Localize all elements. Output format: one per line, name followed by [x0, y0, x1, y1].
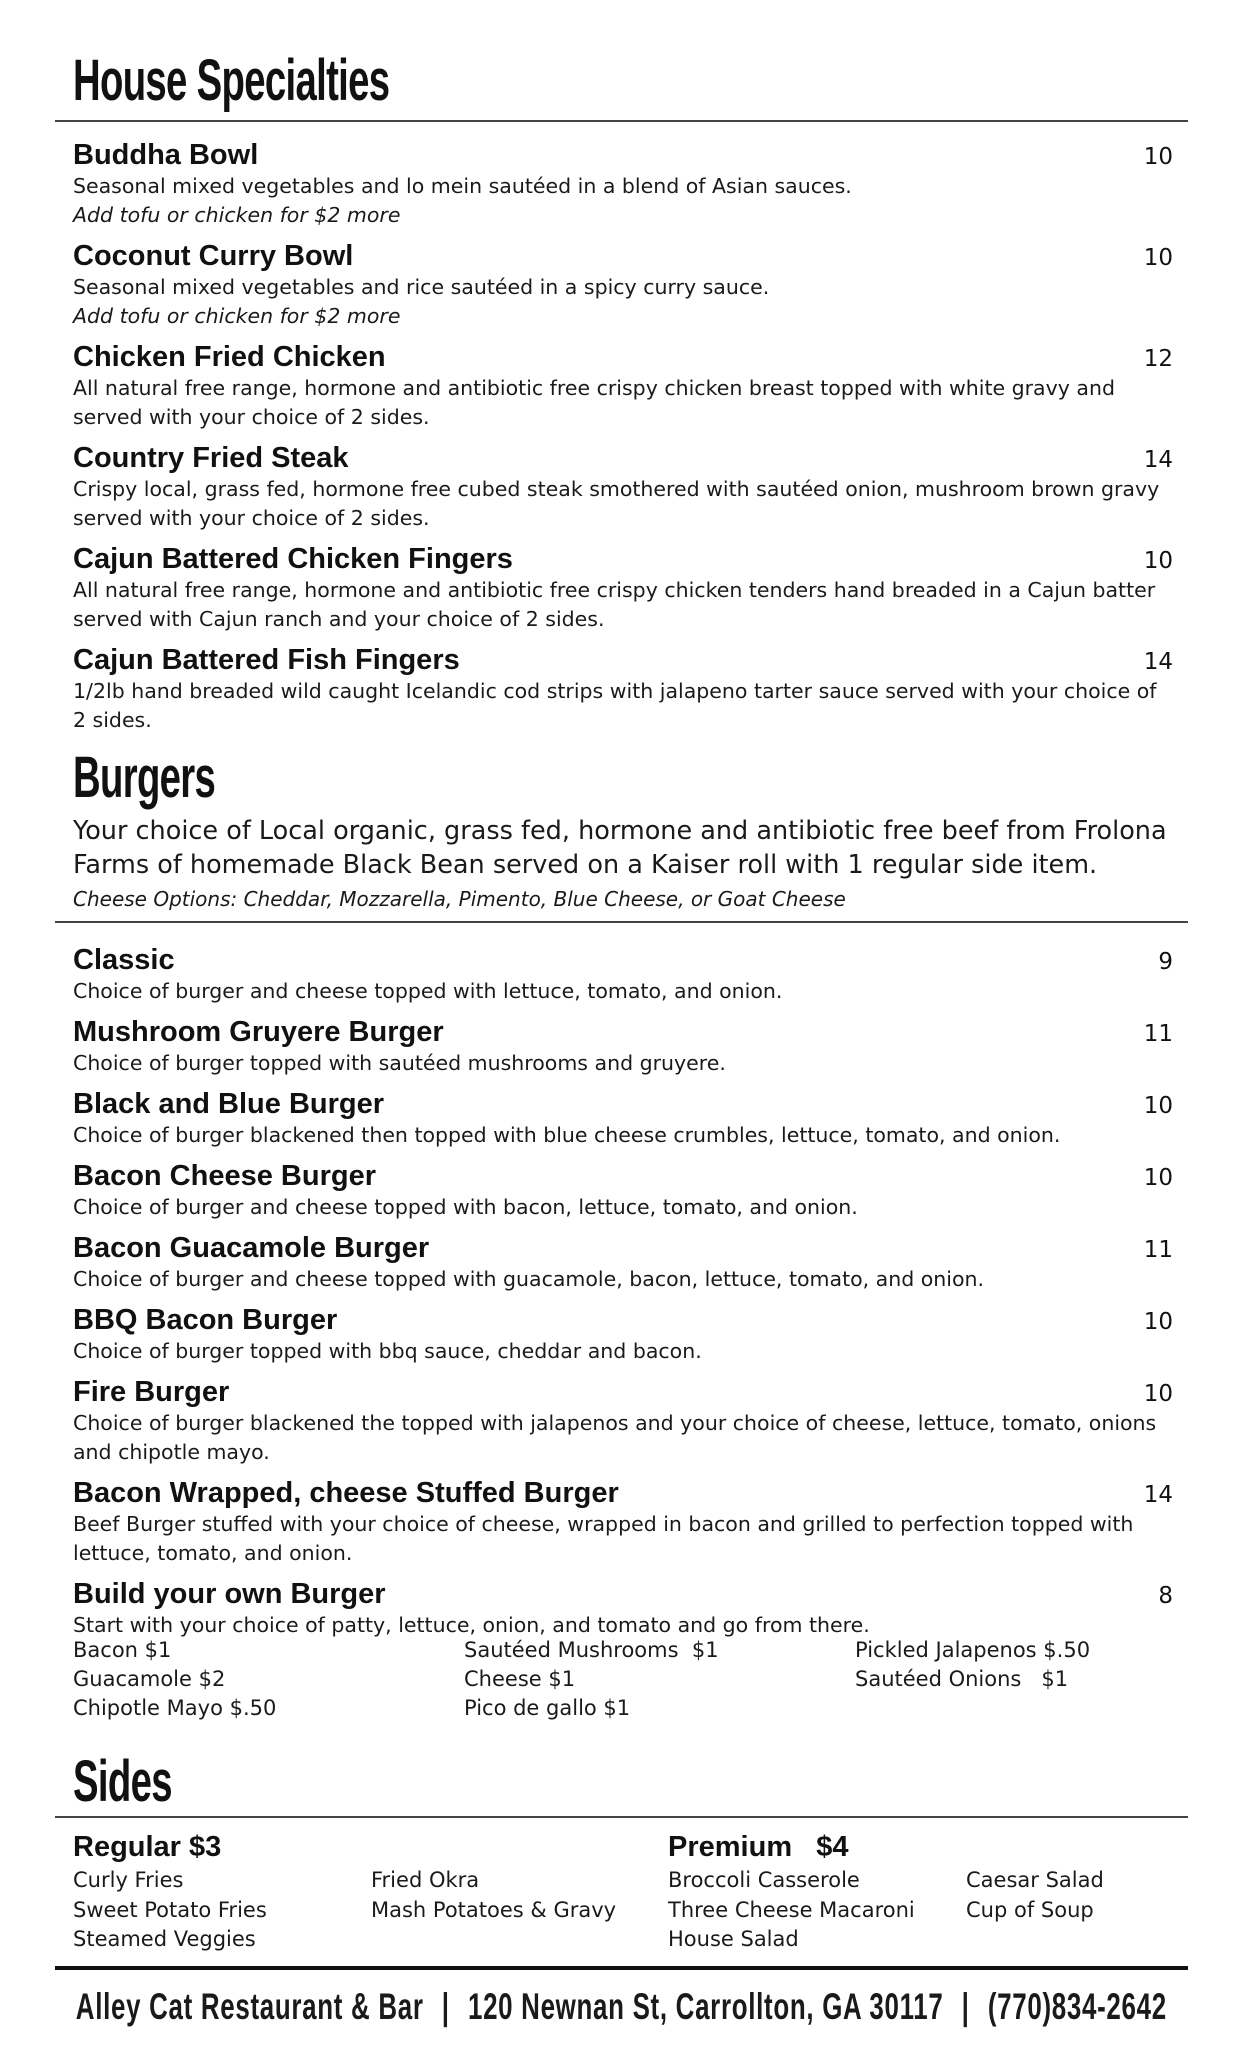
item-note: Add tofu or chicken for $2 more: [73, 203, 401, 227]
item-price: 14: [1143, 649, 1173, 675]
addon-item: Sautéed Onions $1: [855, 1667, 1069, 1691]
item-name: Build your own Burger: [73, 1578, 386, 1610]
footer-separator: |: [961, 1986, 970, 2027]
footer: [55, 1982, 1188, 2032]
menu-item-cajun-chicken-fingers: [73, 543, 1173, 634]
side-item: Sweet Potato Fries: [73, 1897, 267, 1922]
house-specialties-divider: [55, 120, 1188, 122]
item-price: 8: [1158, 1583, 1173, 1609]
addon-item: Cheese $1: [464, 1667, 576, 1691]
item-description: Choice of burger topped with bbq sauce, cheddar and bacon.: [73, 1339, 702, 1363]
house-specialties-list: [73, 139, 1173, 745]
item-price: 11: [1143, 1021, 1173, 1047]
item-name: Bacon Cheese Burger: [73, 1160, 376, 1192]
item-price: 10: [1143, 548, 1173, 574]
addon-item: Chipotle Mayo $.50: [73, 1696, 277, 1720]
burger-addons: [73, 1636, 1173, 1723]
item-name: Mushroom Gruyere Burger: [73, 1016, 444, 1048]
menu-item-mushroom-gruyere: [73, 1016, 1173, 1078]
item-description: Start with your choice of patty, lettuce, onion, and tomato and go from there.: [73, 1613, 870, 1637]
item-name: Classic: [73, 944, 175, 976]
item-description: Choice of burger and cheese topped with bacon, lettuce, tomato, and onion.: [73, 1195, 858, 1219]
regular-sides-label: Regular $3: [73, 1831, 222, 1863]
addon-item: Sautéed Mushrooms $1: [464, 1638, 719, 1662]
burgers-divider: [55, 921, 1188, 923]
burgers-intro: Your choice of Local organic, grass fed, hormone and antibiotic free beef from Frolona Farms of homemade Black Bean served on a Kaiser roll with 1 regular side item.: [73, 816, 1167, 880]
footer-divider: [55, 1966, 1188, 1970]
sides-divider: [55, 1816, 1188, 1818]
menu-item-fire-burger: [73, 1376, 1173, 1467]
item-description: Seasonal mixed vegetables and lo mein sautéed in a blend of Asian sauces.: [73, 174, 852, 198]
item-price: 10: [1143, 1093, 1173, 1119]
menu-item-bacon-guacamole: [73, 1232, 1173, 1294]
addon-item: Pico de gallo $1: [464, 1696, 631, 1720]
item-description: Choice of burger and cheese topped with guacamole, bacon, lettuce, tomato, and onion.: [73, 1267, 985, 1291]
item-price: 10: [1143, 1309, 1173, 1335]
addon-item: Bacon $1: [73, 1638, 172, 1662]
menu-item-build-your-own: [73, 1578, 1173, 1640]
item-description: Beef Burger stuffed with your choice of cheese, wrapped in bacon and grilled to perfection topped with lettuce, tomato, and onion.: [73, 1512, 1134, 1565]
item-note: Add tofu or chicken for $2 more: [73, 304, 401, 328]
side-item: Fried Okra: [371, 1868, 480, 1892]
menu-item-cajun-fish-fingers: [73, 644, 1173, 735]
restaurant-address: 120 Newnan St, Carrollton, GA 30117: [468, 1986, 944, 2027]
premium-sides-col-1: [668, 1866, 915, 1955]
item-price: 9: [1158, 949, 1173, 975]
restaurant-name: Alley Cat Restaurant & Bar: [75, 1986, 424, 2027]
item-price: 12: [1143, 346, 1173, 372]
item-price: 10: [1143, 1165, 1173, 1191]
side-item: Three Cheese Macaroni: [668, 1897, 915, 1922]
menu-item-bbq-bacon: [73, 1304, 1173, 1366]
item-name: Country Fried Steak: [73, 442, 349, 474]
item-description: All natural free range, hormone and antibiotic free crispy chicken tenders hand breaded in a Cajun batter served with Cajun ranch and your choice of 2 sides.: [73, 578, 1156, 631]
item-name: Coconut Curry Bowl: [73, 240, 354, 272]
burgers-title: Burgers: [73, 745, 216, 810]
addon-item: Guacamole $2: [73, 1667, 226, 1691]
footer-separator: |: [441, 1986, 450, 2027]
footer-contact: [76, 1986, 1167, 2028]
menu-item-coconut-curry-bowl: [73, 240, 1173, 331]
item-name: Black and Blue Burger: [73, 1088, 385, 1120]
side-item: Mash Potatoes & Gravy: [371, 1897, 617, 1922]
item-name: Cajun Battered Fish Fingers: [73, 644, 460, 676]
item-description: Crispy local, grass fed, hormone free cubed steak smothered with sautéed onion, mushroom brown gravy served with your choice of 2 sides.: [73, 477, 1160, 530]
item-name: Cajun Battered Chicken Fingers: [73, 543, 513, 575]
burgers-list: [73, 944, 1173, 1650]
addon-item: Pickled Jalapenos $.50: [855, 1638, 1091, 1662]
restaurant-phone: (770)834-2642: [988, 1986, 1168, 2027]
side-item: Broccoli Casserole: [668, 1868, 860, 1892]
side-item: Steamed Veggies: [73, 1927, 256, 1951]
item-description: Choice of burger and cheese topped with lettuce, tomato, and onion.: [73, 979, 783, 1003]
item-description: Choice of burger blackened the topped with jalapenos and your choice of cheese, lettuce, tomato, onions and chipotle mayo.: [73, 1411, 1157, 1464]
item-price: 14: [1143, 1482, 1173, 1508]
item-price: 14: [1143, 447, 1173, 473]
item-price: 10: [1143, 245, 1173, 271]
menu-item-black-and-blue: [73, 1088, 1173, 1150]
item-description: Choice of burger blackened then topped with blue cheese crumbles, lettuce, tomato, and onion.: [73, 1123, 1061, 1147]
item-name: Bacon Wrapped, cheese Stuffed Burger: [73, 1477, 619, 1509]
menu-item-chicken-fried-chicken: [73, 341, 1173, 432]
item-price: 10: [1143, 1381, 1173, 1407]
side-item: Cup of Soup: [966, 1897, 1094, 1922]
sides-title: Sides: [73, 1749, 172, 1814]
side-item: Curly Fries: [73, 1868, 184, 1892]
regular-sides-col-1: [73, 1866, 267, 1955]
addon-item: [855, 1694, 1173, 1723]
item-price: 11: [1143, 1237, 1173, 1263]
item-description: All natural free range, hormone and antibiotic free crispy chicken breast topped with white gravy and served with your choice of 2 sides.: [73, 376, 1115, 429]
item-name: Fire Burger: [73, 1376, 230, 1408]
item-name: BBQ Bacon Burger: [73, 1304, 338, 1336]
premium-sides-col-2: [966, 1866, 1104, 1925]
menu-item-buddha-bowl: [73, 139, 1173, 230]
side-item: House Salad: [668, 1927, 799, 1951]
cheese-options: Cheese Options: Cheddar, Mozzarella, Pimento, Blue Cheese, or Goat Cheese: [73, 887, 846, 911]
item-name: Chicken Fried Chicken: [73, 341, 386, 373]
item-name: Bacon Guacamole Burger: [73, 1232, 430, 1264]
side-item: Caesar Salad: [966, 1868, 1104, 1892]
item-name: Buddha Bowl: [73, 139, 259, 171]
item-price: 10: [1143, 144, 1173, 170]
regular-sides-col-2: [371, 1866, 616, 1925]
menu-item-classic: [73, 944, 1173, 1006]
item-description: 1/2lb hand breaded wild caught Icelandic cod strips with jalapeno tarter sauce served with your choice of 2 sides.: [73, 679, 1157, 732]
menu-item-bacon-cheese: [73, 1160, 1173, 1222]
house-specialties-title: House Specialties: [73, 48, 390, 113]
premium-sides-label: Premium $4: [668, 1831, 849, 1863]
item-description: Choice of burger topped with sautéed mushrooms and gruyere.: [73, 1051, 726, 1075]
menu-item-country-fried-steak: [73, 442, 1173, 533]
menu-item-bacon-wrapped: [73, 1477, 1173, 1568]
item-description: Seasonal mixed vegetables and rice sautéed in a spicy curry sauce.: [73, 275, 770, 299]
